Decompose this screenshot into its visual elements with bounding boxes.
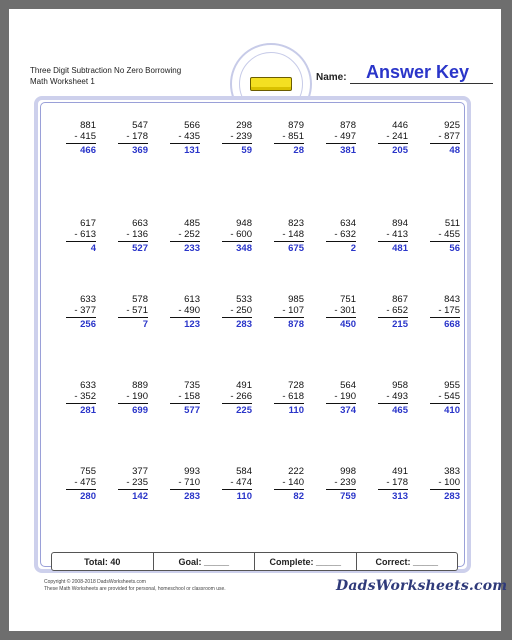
answer-bar — [170, 143, 200, 144]
subtrahend: - 571 — [126, 305, 148, 316]
answer-bar — [430, 143, 460, 144]
minuend: 728 — [288, 380, 304, 391]
subtrahend: - 100 — [438, 477, 460, 488]
answer: 699 — [132, 405, 148, 416]
answer-bar — [378, 489, 408, 490]
minuend: 889 — [132, 380, 148, 391]
minuend: 998 — [340, 466, 356, 477]
minuend: 735 — [184, 380, 200, 391]
correct-cell: Correct: _____ — [375, 556, 439, 567]
subtrahend: - 352 — [74, 391, 96, 402]
answer: 450 — [340, 319, 356, 330]
subtraction-problem — [170, 294, 200, 330]
subtrahend: - 545 — [438, 391, 460, 402]
subtraction-problem — [326, 218, 356, 254]
subtrahend: - 148 — [282, 229, 304, 240]
minuend: 485 — [184, 218, 200, 229]
minuend: 564 — [340, 380, 356, 391]
answer-bar — [222, 241, 252, 242]
answer-bar — [66, 489, 96, 490]
answer: 878 — [288, 319, 304, 330]
subtrahend: - 710 — [178, 477, 200, 488]
answer-bar — [66, 403, 96, 404]
answer: 283 — [184, 491, 200, 502]
answer: 283 — [236, 319, 252, 330]
minuend: 298 — [236, 120, 252, 131]
answer: 48 — [449, 145, 460, 156]
answer-bar — [274, 489, 304, 490]
answer: 256 — [80, 319, 96, 330]
subtraction-problem — [222, 466, 252, 502]
answer-bar — [118, 317, 148, 318]
answer: 59 — [241, 145, 252, 156]
minuend: 894 — [392, 218, 408, 229]
subtraction-problem — [326, 120, 356, 156]
answer-bar — [274, 403, 304, 404]
subtrahend: - 413 — [386, 229, 408, 240]
answer: 82 — [293, 491, 304, 502]
complete-cell: Complete: _____ — [255, 553, 357, 570]
minuend: 446 — [392, 120, 408, 131]
subtraction-problem — [378, 294, 408, 330]
subtraction-problem — [274, 294, 304, 330]
subtraction-problem — [170, 380, 200, 416]
minuend: 491 — [392, 466, 408, 477]
answer: 4 — [90, 243, 96, 254]
copyright-line-1: Copyright © 2008-2018 DadsWorksheets.com — [44, 579, 146, 585]
subtraction-problem — [378, 466, 408, 502]
answer-bar — [170, 317, 200, 318]
answer: 131 — [184, 145, 200, 156]
minuend: 948 — [236, 218, 252, 229]
subtrahend: - 600 — [230, 229, 252, 240]
minuend: 222 — [288, 466, 304, 477]
answer: 110 — [288, 405, 304, 416]
subtrahend: - 239 — [230, 131, 252, 142]
subtrahend: - 266 — [230, 391, 252, 402]
subtrahend: - 851 — [282, 131, 304, 142]
minuend: 823 — [288, 218, 304, 229]
answer: 123 — [184, 319, 200, 330]
site-logo: DadsWorksheets.com — [336, 578, 508, 594]
answer-bar — [170, 489, 200, 490]
subtrahend: - 435 — [178, 131, 200, 142]
answer-bar — [274, 241, 304, 242]
answer-bar — [66, 143, 96, 144]
minuend: 511 — [444, 218, 460, 229]
subtraction-problem — [326, 466, 356, 502]
subtraction-problem — [170, 120, 200, 156]
answer-bar — [326, 489, 356, 490]
answer: 142 — [132, 491, 148, 502]
answer: 668 — [444, 319, 460, 330]
subtrahend: - 158 — [178, 391, 200, 402]
subtraction-problem — [378, 380, 408, 416]
subtrahend: - 190 — [334, 391, 356, 402]
answer-bar — [430, 489, 460, 490]
subtraction-problem — [170, 218, 200, 254]
subtraction-problem — [118, 466, 148, 502]
answer-bar — [378, 143, 408, 144]
problems-frame — [34, 96, 471, 573]
minuend: 663 — [132, 218, 148, 229]
answer-bar — [118, 489, 148, 490]
answer: 369 — [132, 145, 148, 156]
subtrahend: - 877 — [438, 131, 460, 142]
minuend: 867 — [392, 294, 408, 305]
answer: 215 — [392, 319, 408, 330]
minuend: 566 — [184, 120, 200, 131]
subtraction-problem — [378, 120, 408, 156]
subtrahend: - 613 — [74, 229, 96, 240]
subtrahend: - 490 — [178, 305, 200, 316]
subtrahend: - 377 — [74, 305, 96, 316]
answer: 281 — [80, 405, 96, 416]
subtrahend: - 652 — [386, 305, 408, 316]
answer-bar — [326, 143, 356, 144]
subtraction-problem — [222, 294, 252, 330]
minuend: 383 — [444, 466, 460, 477]
answer: 233 — [184, 243, 200, 254]
subtraction-problem — [118, 218, 148, 254]
answer: 348 — [236, 243, 252, 254]
minuend: 633 — [80, 380, 96, 391]
subtraction-problem — [430, 380, 460, 416]
answer-bar — [430, 403, 460, 404]
subtraction-problem — [378, 218, 408, 254]
answer-bar — [118, 241, 148, 242]
answer: 110 — [236, 491, 252, 502]
subtrahend: - 190 — [126, 391, 148, 402]
answer: 410 — [444, 405, 460, 416]
answer: 527 — [132, 243, 148, 254]
subtrahend: - 107 — [282, 305, 304, 316]
answer-bar — [66, 317, 96, 318]
minuend: 634 — [340, 218, 356, 229]
answer-bar — [66, 241, 96, 242]
minuend: 633 — [80, 294, 96, 305]
subtrahend: - 239 — [334, 477, 356, 488]
subtrahend: - 241 — [386, 131, 408, 142]
subtraction-problem — [326, 294, 356, 330]
subtraction-problem — [66, 218, 96, 254]
subtrahend: - 301 — [334, 305, 356, 316]
answer: 56 — [449, 243, 460, 254]
subtraction-problem — [170, 466, 200, 502]
subtraction-problem — [430, 466, 460, 502]
answer: 7 — [142, 319, 148, 330]
copyright-line-2: These Math Worksheets are provided for personal, homeschool or classroom use. — [44, 586, 226, 592]
minuend: 755 — [80, 466, 96, 477]
subtraction-problem — [274, 466, 304, 502]
answer: 28 — [293, 145, 304, 156]
subtraction-problem — [66, 294, 96, 330]
minuend: 881 — [80, 120, 96, 131]
answer-bar — [274, 143, 304, 144]
subtrahend: - 136 — [126, 229, 148, 240]
subtrahend: - 175 — [438, 305, 460, 316]
answer-bar — [430, 241, 460, 242]
subtraction-problem — [118, 294, 148, 330]
minuend: 958 — [392, 380, 408, 391]
subtraction-problem — [66, 120, 96, 156]
answer-bar — [326, 317, 356, 318]
goal-cell: Goal: _____ — [154, 553, 256, 570]
copyright-notice — [44, 579, 304, 593]
subtraction-problem — [118, 380, 148, 416]
subtrahend: - 415 — [74, 131, 96, 142]
minuend: 617 — [80, 218, 96, 229]
subtrahend: - 235 — [126, 477, 148, 488]
minuend: 377 — [132, 466, 148, 477]
worksheet-title — [30, 65, 220, 87]
name-label: Name: — [316, 72, 347, 83]
answer-bar — [222, 143, 252, 144]
subtraction-problem — [66, 380, 96, 416]
answer: 313 — [392, 491, 408, 502]
answer-bar — [326, 403, 356, 404]
subtrahend: - 475 — [74, 477, 96, 488]
answer-key-label: Answer Key — [366, 62, 470, 82]
answer-bar — [222, 403, 252, 404]
answer-bar — [170, 241, 200, 242]
name-line — [350, 83, 493, 84]
subtrahend: - 140 — [282, 477, 304, 488]
answer: 481 — [392, 243, 408, 254]
minuend: 879 — [288, 120, 304, 131]
minuend: 491 — [236, 380, 252, 391]
answer-bar — [222, 489, 252, 490]
subtrahend: - 497 — [334, 131, 356, 142]
answer-bar — [222, 317, 252, 318]
minuend: 925 — [444, 120, 460, 131]
answer-bar — [274, 317, 304, 318]
answer: 465 — [392, 405, 408, 416]
answer: 205 — [392, 145, 408, 156]
subtraction-problem — [326, 380, 356, 416]
subtrahend: - 493 — [386, 391, 408, 402]
subtraction-problem — [274, 120, 304, 156]
minuend: 878 — [340, 120, 356, 131]
answer-bar — [170, 403, 200, 404]
subtrahend: - 632 — [334, 229, 356, 240]
title-line-1: Three Digit Subtraction No Zero Borrowing — [30, 66, 182, 75]
answer: 675 — [288, 243, 304, 254]
answer-bar — [118, 143, 148, 144]
answer-bar — [378, 403, 408, 404]
subtraction-problem — [430, 218, 460, 254]
answer: 381 — [340, 145, 356, 156]
answer: 283 — [444, 491, 460, 502]
minuend: 955 — [444, 380, 460, 391]
minuend: 533 — [236, 294, 252, 305]
minuend: 547 — [132, 120, 148, 131]
pencil-icon — [250, 77, 292, 91]
subtraction-problem — [118, 120, 148, 156]
answer: 374 — [340, 405, 356, 416]
subtraction-problem — [66, 466, 96, 502]
subtrahend: - 474 — [230, 477, 252, 488]
subtrahend: - 178 — [386, 477, 408, 488]
answer: 225 — [236, 405, 252, 416]
answer-bar — [378, 317, 408, 318]
subtraction-problem — [274, 380, 304, 416]
title-line-2: Math Worksheet 1 — [30, 77, 95, 86]
answer-bar — [118, 403, 148, 404]
answer-bar — [378, 241, 408, 242]
answer: 2 — [350, 243, 356, 254]
answer-bar — [326, 241, 356, 242]
minuend: 843 — [444, 294, 460, 305]
subtrahend: - 178 — [126, 131, 148, 142]
total-cell: Total: 40 — [52, 553, 154, 570]
answer-bar — [430, 317, 460, 318]
subtraction-problem — [430, 120, 460, 156]
subtraction-problem — [222, 380, 252, 416]
subtraction-problem — [274, 218, 304, 254]
subtrahend: - 618 — [282, 391, 304, 402]
minuend: 578 — [132, 294, 148, 305]
minuend: 993 — [184, 466, 200, 477]
score-footer — [51, 552, 458, 571]
answer: 759 — [340, 491, 356, 502]
subtraction-problem — [430, 294, 460, 330]
minuend: 985 — [288, 294, 304, 305]
subtraction-problem — [222, 120, 252, 156]
minuend: 613 — [184, 294, 200, 305]
subtrahend: - 252 — [178, 229, 200, 240]
subtrahend: - 250 — [230, 305, 252, 316]
subtrahend: - 455 — [438, 229, 460, 240]
subtraction-problem — [222, 218, 252, 254]
answer: 466 — [80, 145, 96, 156]
answer: 577 — [184, 405, 200, 416]
minuend: 584 — [236, 466, 252, 477]
answer: 280 — [80, 491, 96, 502]
minuend: 751 — [340, 294, 356, 305]
